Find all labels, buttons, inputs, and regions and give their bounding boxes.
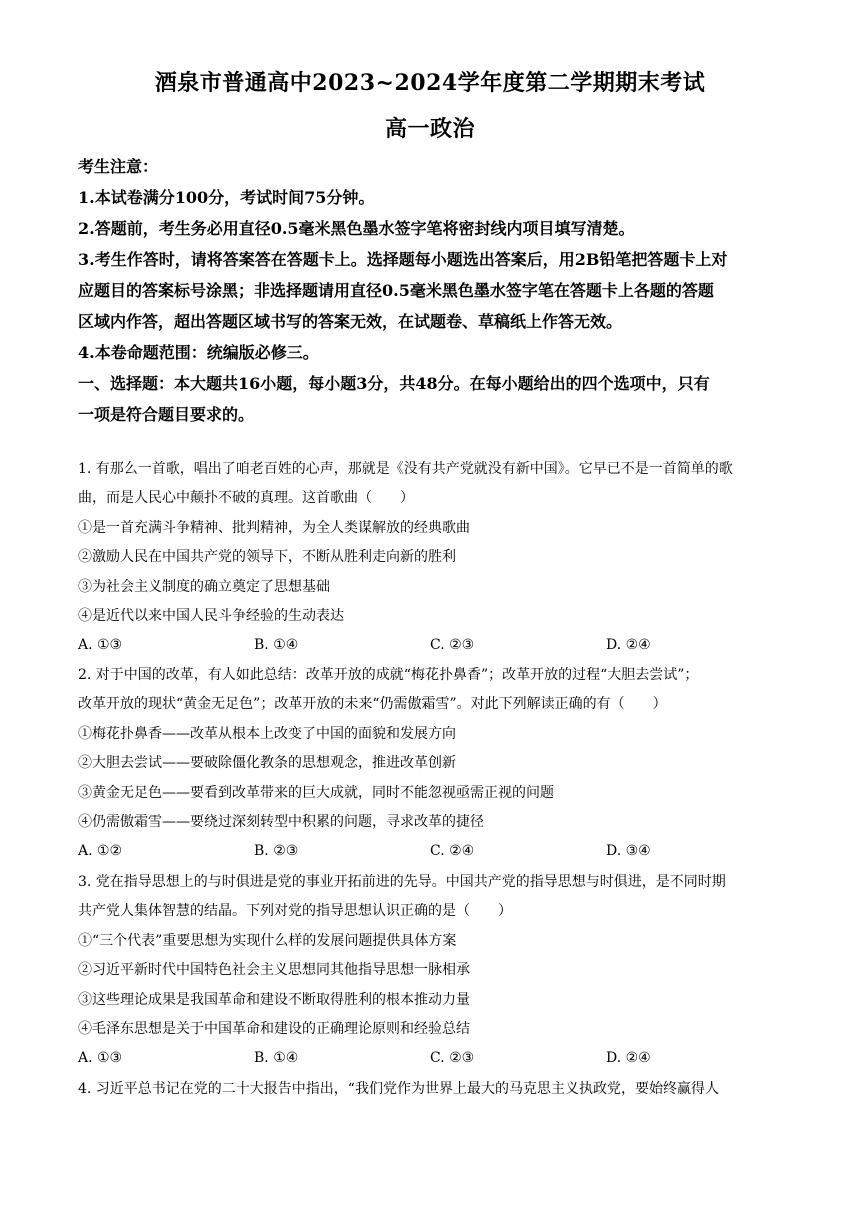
notice-item: 2.答题前，考生务必用直径0.5毫米黑色墨水签字笔将密封线内项目填写清楚。 xyxy=(78,219,635,238)
question-stem: 曲，而是人民心中颠扑不破的真理。这首歌曲（ ） xyxy=(78,490,414,507)
option-d: D. ②④ xyxy=(606,637,651,654)
question-stem: 共产党人集体智慧的结晶。下列对党的指导思想认识正确的是（ ） xyxy=(78,903,512,920)
question-statement: ④是近代以来中国人民斗争经验的生动表达 xyxy=(78,608,344,625)
answer-options xyxy=(78,631,788,660)
question-statement: ①梅花扑鼻香——改革从根本上改变了中国的面貌和发展方向 xyxy=(78,725,456,742)
answer-options xyxy=(78,837,788,866)
section-heading: 一、选择题：本大题共16小题，每小题3分，共48分。在每小题给出的四个选项中，只有 xyxy=(78,374,710,393)
notice-item: 4.本卷命题范围：统编版必修三。 xyxy=(78,343,319,362)
question-statement: ①“三个代表”重要思想为实现什么样的发展问题提供具体方案 xyxy=(78,932,457,949)
notice-item: 区域内作答，超出答题区域书写的答案无效，在试题卷、草稿纸上作答无效。 xyxy=(78,312,623,331)
option-c: C. ②③ xyxy=(430,1050,475,1067)
option-b: B. ①④ xyxy=(254,637,299,654)
question-statement: ④毛泽东思想是关于中国革命和建设的正确理论原则和经验总结 xyxy=(78,1021,470,1038)
question-3 xyxy=(78,868,788,1074)
question-stem: 4. 习近平总书记在党的二十大报告中指出，“我们党作为世界上最大的马克思主义执政党，要始终赢得人 xyxy=(78,1081,719,1097)
option-d: D. ③④ xyxy=(606,843,651,860)
option-b: B. ②③ xyxy=(254,843,299,860)
question-stem: 2. 对于中国的改革，有人如此总结：改革开放的成就“梅花扑鼻香”；改革开放的过程“大胆去尝试”； xyxy=(78,667,699,683)
exam-subtitle: 高一政治 xyxy=(384,116,475,142)
question-statement: ②习近平新时代中国特色社会主义思想同其他指导思想一脉相承 xyxy=(78,962,470,979)
option-a: A. ①③ xyxy=(78,637,123,654)
question-4 xyxy=(78,1075,788,1104)
question-1 xyxy=(78,455,788,661)
notice-item: 1.本试卷满分100分，考试时间75分钟。 xyxy=(78,188,375,207)
answer-options xyxy=(78,1044,788,1073)
section-heading: 一项是符合题目要求的。 xyxy=(78,405,255,424)
question-stem: 改革开放的现状“黄金无足色”；改革开放的未来“仍需傲霜雪”。对此下列解读正确的有（ ） xyxy=(78,696,667,713)
question-statement: ①是一首充满斗争精神、批判精神，为全人类谋解放的经典歌曲 xyxy=(78,519,470,536)
option-c: C. ②③ xyxy=(430,637,475,654)
exam-title: 酒泉市普通高中2023~2024学年度第二学期期末考试 xyxy=(154,70,706,96)
question-statement: ②大胆去尝试——要破除僵化教条的思想观念，推进改革创新 xyxy=(78,755,456,772)
option-a: A. ①② xyxy=(78,843,123,860)
question-2 xyxy=(78,661,788,867)
notice-heading: 考生注意： xyxy=(78,157,159,176)
question-stem: 1. 有那么一首歌，唱出了咱老百姓的心声，那就是《没有共产党就没有新中国》。它早已不是一首简单的歌 xyxy=(78,461,733,477)
option-a: A. ①③ xyxy=(78,1050,123,1067)
question-statement: ③这些理论成果是我国革命和建设不断取得胜利的根本推动力量 xyxy=(78,991,470,1008)
option-c: C. ②④ xyxy=(430,843,475,860)
question-statement: ②激励人民在中国共产党的领导下，不断从胜利走向新的胜利 xyxy=(78,549,456,566)
question-statement: ③黄金无足色——要看到改革带来的巨大成就，同时不能忽视亟需正视的问题 xyxy=(78,784,554,801)
question-statement: ④仍需傲霜雪——要绕过深刻转型中积累的问题，寻求改革的捷径 xyxy=(78,814,484,831)
question-stem: 3. 党在指导思想上的与时俱进是党的事业开拓前进的先导。中国共产党的指导思想与时俱进，是不同时期 xyxy=(78,874,726,890)
question-statement: ③为社会主义制度的确立奠定了思想基础 xyxy=(78,578,330,595)
notice-block xyxy=(78,151,788,430)
option-b: B. ①④ xyxy=(254,1050,299,1067)
notice-item: 应题目的答案标号涂黑；非选择题请用直径0.5毫米黑色墨水签字笔在答题卡上各题的答题 xyxy=(78,281,714,300)
notice-item: 3.考生作答时，请将答案答在答题卡上。选择题每小题选出答案后，用2B铅笔把答题卡上对 xyxy=(78,250,728,269)
option-d: D. ②④ xyxy=(606,1050,651,1067)
